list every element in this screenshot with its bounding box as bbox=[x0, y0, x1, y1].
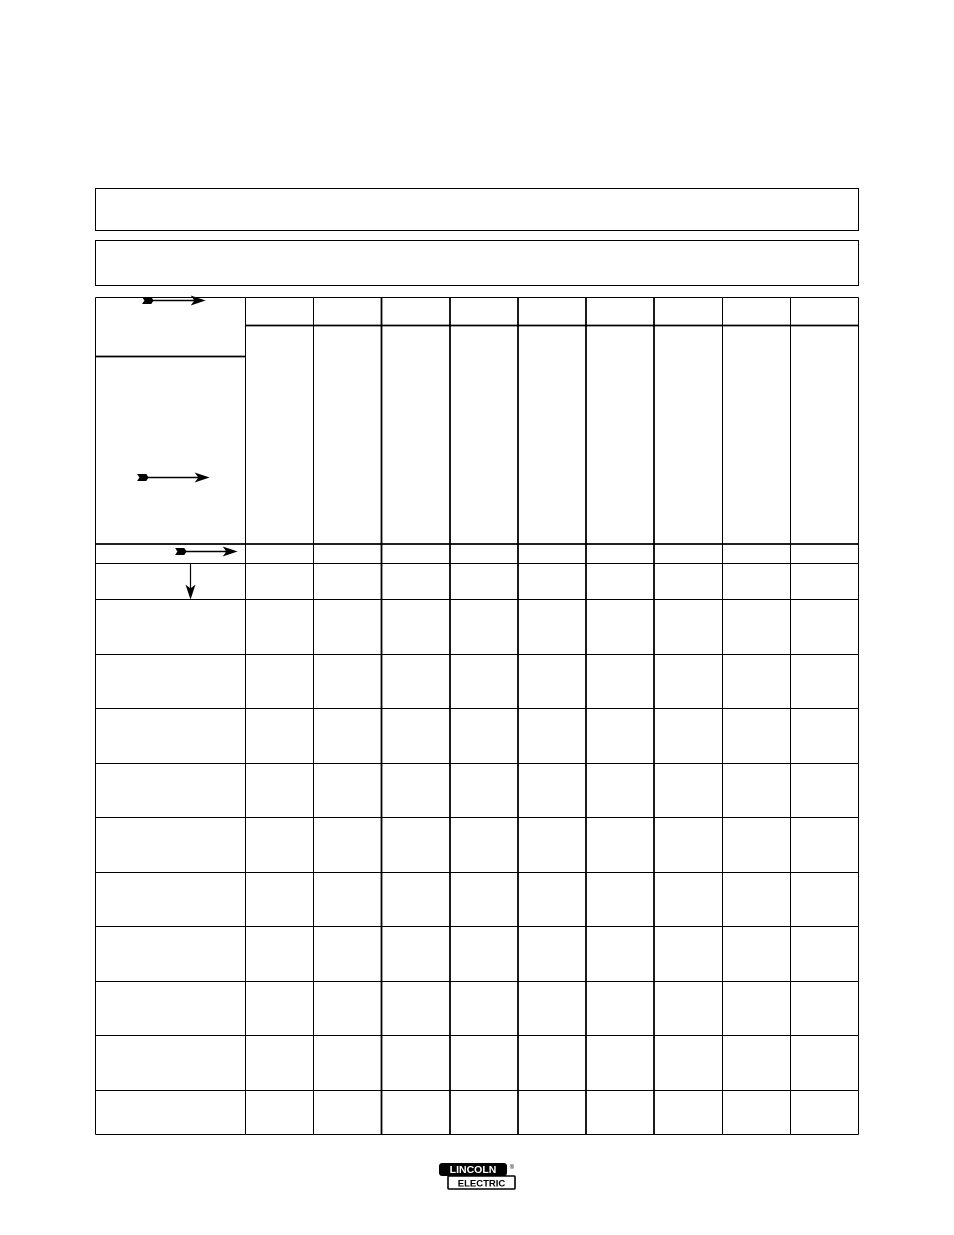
logo-text-bottom: ELECTRIC bbox=[457, 1178, 506, 1190]
lincoln-electric-logo bbox=[438, 1162, 516, 1190]
logo-registered-mark: ® bbox=[509, 1165, 515, 1171]
logo-text-top: LINCOLN bbox=[449, 1164, 497, 1176]
